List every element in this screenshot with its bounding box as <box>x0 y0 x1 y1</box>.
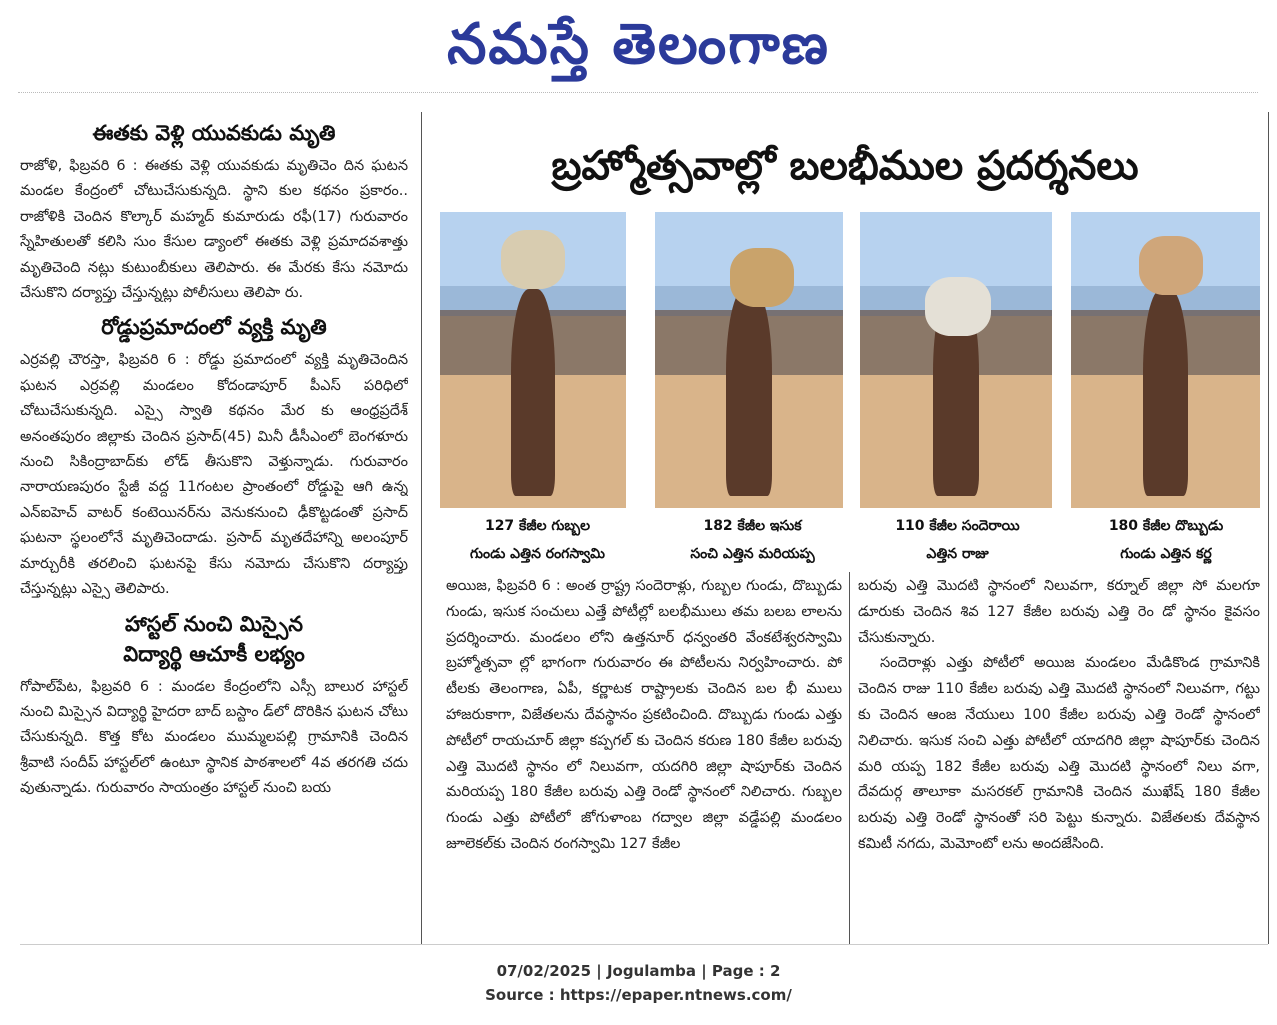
photo-mariyappa <box>655 212 843 508</box>
main-story-column-2-para1: బరువు ఎత్తి మొదటి స్థానంలో నిలువగా, కర్నూల్ జిల్లా సో మలగూ డూరుకు చెందిన శివ 127 కేజీల బరువు ఎత్తి రెం డో స్థానం కైవసం చేసుకున్నారు. <box>858 578 1260 646</box>
story3-headline-line2: విద్యార్థి ఆచూకీ లభ్యం <box>123 641 305 666</box>
footer-source-link[interactable]: Source : https://epaper.ntnews.com/ <box>485 986 792 1004</box>
story2-headline: రోడ్డుప్రమాదంలో వ్యక్తి మృతి <box>101 315 327 340</box>
page-bottom-rule <box>20 944 1268 945</box>
photo-rangaswamy <box>440 212 626 508</box>
right-column-rule <box>1268 112 1269 944</box>
main-column-rule <box>849 572 850 944</box>
photo-caption-3: 110 కేజీల సందెరాయి ఎత్తిన రాజు <box>895 518 1020 562</box>
story3-headline-line1: హాస్టల్ నుంచి మిస్సైన <box>125 611 303 636</box>
left-column-rule <box>421 112 422 944</box>
main-story-column-1: అయిజ, ఫిబ్రవరి 6 : అంత ర్రాష్ట్ర సందెరాళ్లు, గుబ్బల గుండు, దొబ్బుడు గుండు, ఇసుక సంచులు ఎత్తే పోటీల్లో బలభీములు తమ బలబ లాలను ప్రదర్శించారు. మండలం లోని ఉత్తనూర్ ధన్వంతరి వేంకటేశ్వరస్వామి బ్రహ్మోత్సవా ల్లో భాగంగా గురువారం ఈ పోటీలను నిర్వహించారు. పో టీలకు తెలంగాణ, ఏపీ, కర్ణాటక రాష్ట్రాలకు చెందిన బల భీ ములు హాజరుకాగా, విజేతలను దేవస్థానం ప్రకటించింది. దొబ్బుడు గుండు ఎత్తు పోటీలో రాయచూర్ జిల్లా కప్పగల్ కు చెందిన కరుణ 180 కేజీల బరువు ఎత్తి మొదటి స్థానం లో నిలువగా, యదగిరి జిల్లా షాపూర్‌కు చెందిన మరియప్ప 180 కేజీల బరువు ఎత్తి రెండో స్థానంలో నిలిచారు. గుబ్బల గుండు ఎత్తు పోటీలో జోగుళాంబ గద్వాల జిల్లా వడ్డేపల్లి మండలం జూలెకల్‌కు చెందిన రంగస్వామి 127 కేజీల <box>446 578 842 852</box>
photo-caption-1: 127 కేజీల గుబ్బల గుండు ఎత్తిన రంగస్వామి <box>469 518 605 562</box>
main-story-column-2-para2: సందెరాళ్లు ఎత్తు పోటీలో అయిజ మండలం మేడికొండ గ్రామానికి చెందిన రాజు 110 కేజీల బరువు ఎత్తి మొదటి స్థానంలో నిలువగా, గట్టు కు చెందిన ఆంజ నేయులు 100 కేజీల బరువు ఎత్తి రెండో స్థానంలో నిలిచారు. ఇసుక సంచి ఎత్తు పోటీలో యాదగిరి జిల్లా షాపూర్‌కు చెందిన మరి యప్ప 182 కేజీల బరువు ఎత్తి మొదటి స్థానంలో నిలు వగా, దేవదుర్గ తాలూకా మసరకల్ గ్రామానికి చెందిన ముఖేష్ 180 కేజీల బరువు ఎత్తి రెండో స్థానంతో సరి పెట్టు కున్నారు. విజేతలకు దేవస్థాన కమిటీ నగదు, మెమోంటో లను అందజేసింది. <box>858 655 1260 852</box>
header-divider <box>18 92 1258 107</box>
story1-headline: ఈతకు వెళ్లి యువకుడు మృతి <box>92 121 336 145</box>
photo-karna <box>1071 212 1260 508</box>
left-column <box>20 112 408 944</box>
newspaper-masthead: నమస్తే తెలంగాణ <box>447 12 830 77</box>
footer-edition-info: 07/02/2025 | Jogulamba | Page : 2 <box>496 962 781 980</box>
photo-raju <box>860 212 1052 508</box>
story1-body: రాజోళి, ఫిబ్రవరి 6 : ఈతకు వెళ్లి యువకుడు మృతిచెం దిన ఘటన మండల కేంద్రంలో చోటుచేసుకున్నది. స్థాని కుల కథనం ప్రకారం.. రాజోళికి చెందిన కొల్కార్ మహ్మద్ కుమారుడు రఫీ(17) గురువారం స్నేహితులతో కలిసి సుం కేసుల డ్యాంలో ఈతకు వెళ్లి ప్రమాదవశాత్తు మృతిచెంది నట్లు కుటుంబీకులు తెలిపారు. ఈ మేరకు కేసు నమోదు చేసుకొని దర్యాప్తు చేస్తున్నట్లు పోలీసులు తెలిపా రు. <box>20 158 408 302</box>
photo-caption-2: 182 కేజీల ఇసుక సంచి ఎత్తిన మరియప్ప <box>690 518 815 562</box>
photo-caption-4: 180 కేజీల దొబ్బుడు గుండు ఎత్తిన కర్ణ <box>1108 518 1224 562</box>
story2-body: ఎర్రవల్లి చౌరస్తా, ఫిబ్రవరి 6 : రోడ్డు ప్రమాదంలో వ్యక్తి మృతిచెందిన ఘటన ఎర్రవల్లి మండలం కోదండాపూర్ పీఎస్ పరిధిలో చోటుచేసుకున్నది. ఎస్సై స్వాతి కథనం మేర కు ఆంధ్రప్రదేశ్ అనంతపురం జిల్లాకు చెందిన ప్రసాద్(45) మినీ డీసీఎంలో బెంగళూరు నుంచి సికింద్రాబాద్‌కు లోడ్ తీసుకొని వెళ్తున్నాడు. గురువారం నారాయణపురం స్టేజీ వద్ద 11గంటల ప్రాంతంలో రోడ్డుపై ఆగి ఉన్న ఎన్‌ఐహెచ్ వాటర్ కంటెయినర్‌ను వెనుకనుంచి ఢీకొట్టడంతో ప్రసాద్ ఘటనా స్థలంలోనే మృతిచెందాడు. ప్రసాద్ మృతదేహాన్ని అలంపూర్ మార్చురీకి తరలించి ఘటనపై కేసు నమోదు చేసుకొని దర్యాప్తు చేస్తున్నట్లు ఎస్సై తెలిపారు. <box>20 352 408 598</box>
story3-body: గోపాల్‌పేట, ఫిబ్రవరి 6 : మండల కేంద్రంలోని ఎస్సీ బాలుర హాస్టల్ నుంచి మిస్సైన విద్యార్థి హైదరా బాద్ బస్టాం డ్‌లో దొరికిన ఘటన చోటు చేసుకున్నది. కొత్త కోట మండలం ముమ్మలపల్లి గ్రామానికి చెందిన శ్రీవాటి సందీప్ హాస్టల్‌లో ఉంటూ స్థానిక పాఠశాలలో 4వ తరగతి చదు వుతున్నాడు. గురువారం సాయంత్రం హాస్టల్ నుంచి బయ <box>20 678 408 797</box>
main-story-column-2 <box>858 574 1260 934</box>
main-headline: బ్రహ్మోత్సవాల్లో బలభీముల ప్రదర్శనలు <box>551 143 1139 189</box>
